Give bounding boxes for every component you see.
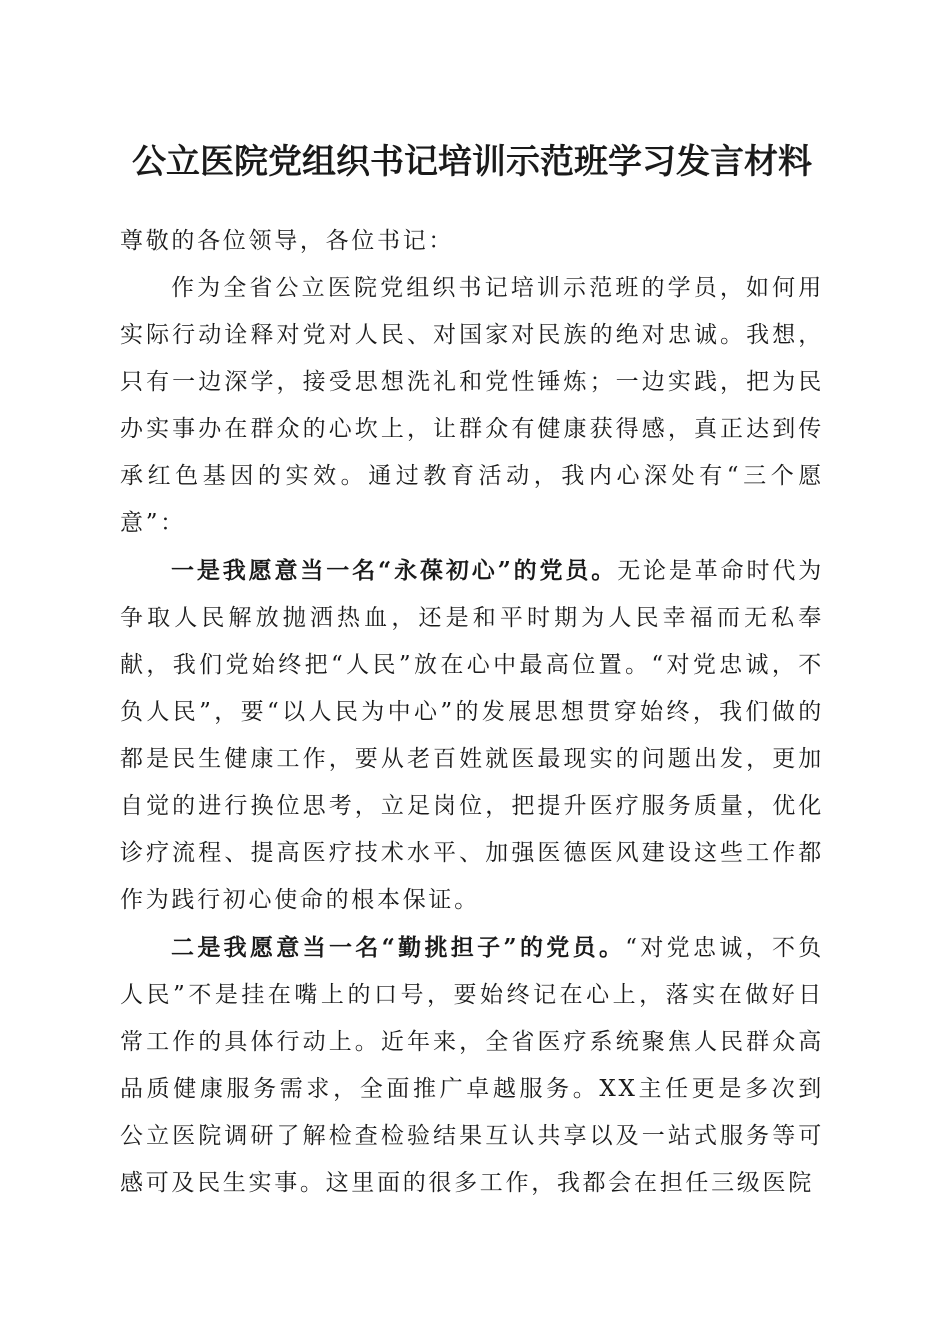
paragraph-lead: 二是我愿意当一名“勤挑担子”的党员。 [171, 934, 626, 961]
paragraph-text: 无论是革命时代为争取人民解放抛洒热血，还是和平时期为人民幸福而无私奉献，我们党始终把“人民”放在心中最高位置。“对党忠诚，不负人民”，要“以人民为中心”的发展思想贯穿始终，我们做的都是民生健康工作，要从老百姓就医最现实的问题出发，更加自觉的进行换位思考，立足岗位，把提升医疗服务质量，优化诊疗流程、提高医疗技术水平、加强医德医风建设这些工作都作为践行初心使命的根本保证。 [120, 558, 824, 913]
paragraph-text: “对党忠诚，不负人民”不是挂在嘴上的口号，要始终记在心上，落实在做好日常工作的具体行动上。近年来，全省医疗系统聚焦人民群众高品质健康服务需求，全面推广卓越服务。XX主任更是多次到公立医院调研了解检查检验结果互认共享以及一站式服务等可感可及民生实事。这里面的很多工作，我都会在担任三级医院 [120, 935, 825, 1196]
paragraph-point-two [120, 924, 824, 1207]
paragraph-point-one [120, 547, 824, 924]
paragraph-intro [120, 265, 824, 547]
salutation: 尊敬的各位领导，各位书记： [120, 228, 455, 254]
paragraph-lead: 一是我愿意当一名“永葆初心”的党员。 [171, 557, 618, 584]
document-title: 公立医院党组织书记培训示范班学习发言材料 [132, 142, 812, 182]
paragraph-text: 作为全省公立医院党组织书记培训示范班的学员，如何用实际行动诠释对党对人民、对国家对民族的绝对忠诚。我想，只有一边深学，接受思想洗礼和党性锤炼；一边实践，把为民办实事办在群众的心坎上，让群众有健康获得感，真正达到传承红色基因的实效。通过教育活动，我内心深处有“三个愿意”： [120, 275, 824, 536]
document-page [120, 0, 824, 1207]
